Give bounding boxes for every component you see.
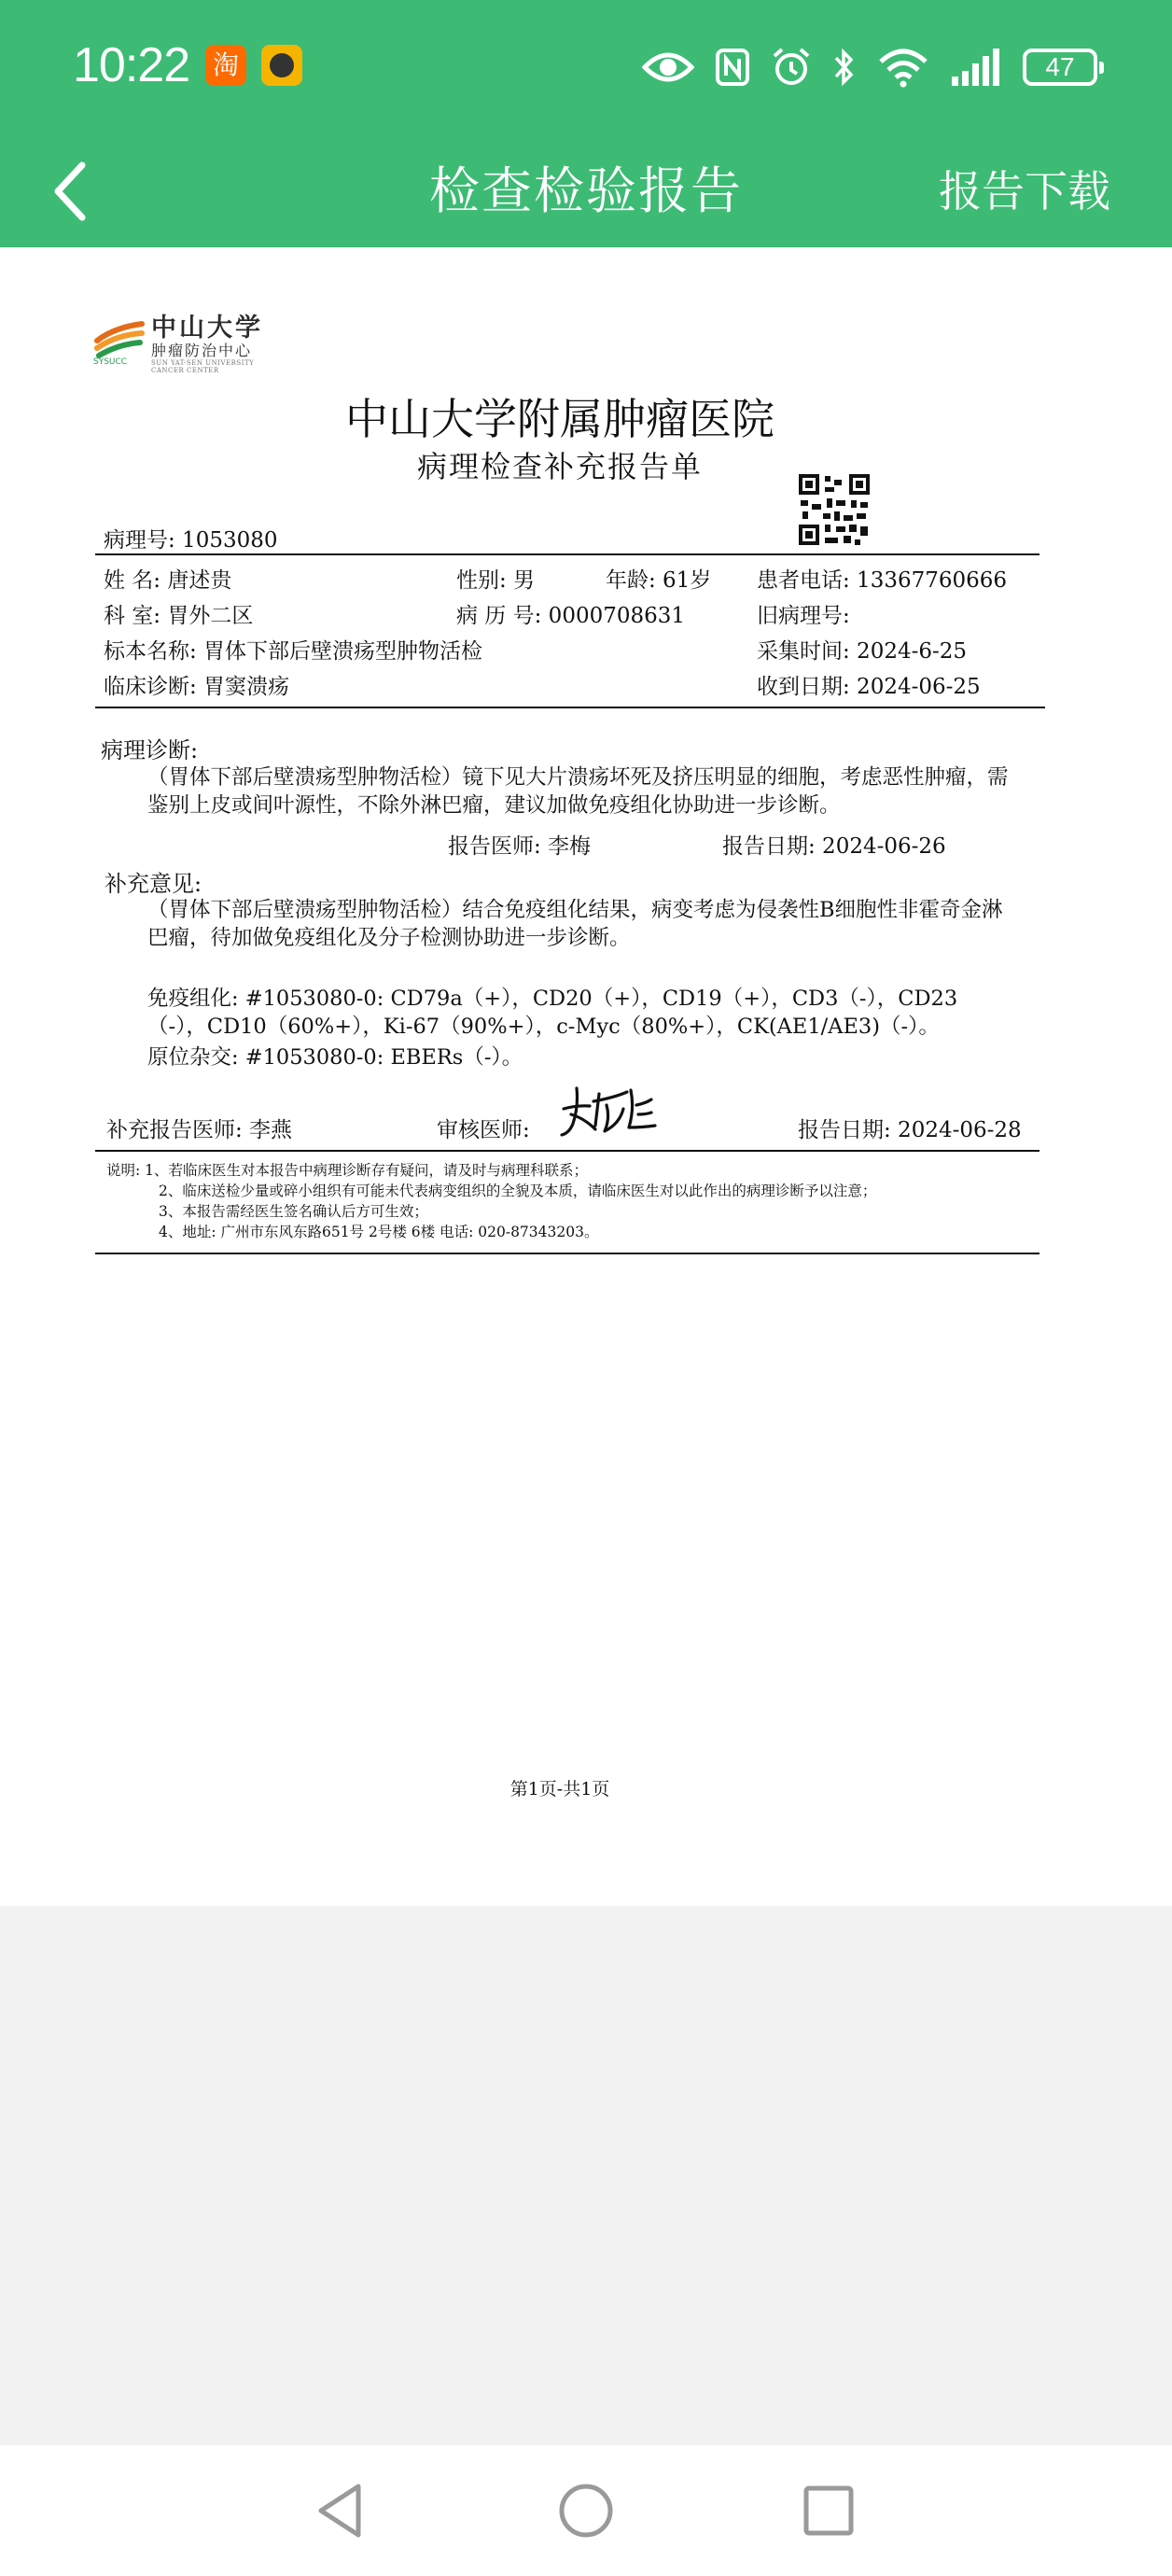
divider — [95, 1253, 1039, 1254]
system-navigation-bar — [0, 2445, 1172, 2576]
status-icons — [642, 43, 1097, 91]
patient-phone: 患者电话: 13367760666 — [757, 568, 1008, 593]
collect-time: 采集时间: 2024-6-25 — [757, 639, 968, 664]
bluetooth-icon — [832, 47, 857, 88]
pathology-number: 病理号: 1053080 — [104, 528, 278, 553]
app-header — [0, 0, 1172, 247]
supplement-text: （胃体下部后壁溃疡型肿物活检）结合免疫组化结果，病变考虑为侵袭性B细胞性非霍奇金淋巴瘤，待加做免疫组化及分子检测协助进一步诊断。 — [147, 898, 1003, 950]
department: 科 室: 胃外二区 — [104, 604, 254, 628]
divider — [95, 1150, 1039, 1152]
note-line: 2、临床送检少量或碎小组织有可能未代表病变组织的全貌及本质，请临床医生对以此作出的病理诊断予以注意； — [159, 1183, 877, 1199]
download-report-button[interactable]: 报告下载 — [939, 166, 1110, 217]
divider — [95, 553, 1039, 555]
qr-code-icon — [799, 474, 870, 545]
alarm-icon — [771, 47, 812, 88]
battery-icon: 47 — [1023, 49, 1097, 86]
status-time: 10:22 — [73, 38, 190, 92]
patient-name: 姓 名: 唐述贵 — [104, 568, 232, 593]
title-bar — [0, 135, 1172, 247]
logo-abbr: SYSUCC — [93, 357, 128, 365]
note-line: 4、地址: 广州市东风东路651号 2号楼 6楼 电话: 020-87343203。 — [159, 1224, 599, 1240]
recents-square-icon[interactable] — [791, 2473, 866, 2548]
taobao-notification-icon: 淘 — [205, 45, 246, 86]
status-bar — [0, 0, 1172, 135]
report-document — [0, 247, 1172, 1906]
wifi-icon — [877, 47, 929, 88]
divider — [95, 707, 1045, 708]
supplement-label: 补充意见: — [105, 871, 202, 897]
receive-date: 收到日期: 2024-06-25 — [757, 675, 981, 699]
immunohistochemistry-text: 免疫组化: #1053080-0: CD79a（+），CD20（+），CD19（+），CD3（-），CD23（-），CD10（60%+），Ki-67（90%+），c-Myc（80%+），CK(AE1/AE3)（-）。 — [147, 987, 958, 1039]
supplement-doctor: 补充报告医师: 李燕 — [106, 1118, 293, 1142]
logo-mark-icon — [93, 309, 146, 365]
note-line: 说明: 1、若临床医生对本报告中病理诊断存有疑问，请及时与病理科联系； — [106, 1162, 589, 1179]
in-situ-hybridization-text: 原位杂交: #1053080-0: EBERs（-）。 — [147, 1045, 523, 1070]
page-title: 检查检验报告 — [429, 161, 743, 220]
record-number: 病 历 号: 0000708631 — [456, 604, 686, 628]
patient-gender: 性别: 男 — [456, 568, 536, 593]
nfc-icon — [715, 48, 750, 87]
hospital-name: 中山大学附属肿瘤医院 — [345, 394, 774, 444]
app-notification-icon — [261, 45, 302, 86]
report-doctor: 报告医师: 李梅 — [448, 834, 592, 859]
report-date: 报告日期: 2024-06-26 — [722, 834, 946, 859]
old-pathology-number: 旧病理号: — [757, 604, 850, 628]
patient-age: 年龄: 61岁 — [606, 568, 712, 593]
review-doctor-label: 审核医师: — [437, 1118, 530, 1142]
eye-icon — [642, 49, 694, 86]
back-arrow-icon[interactable] — [37, 156, 108, 227]
note-line: 3、本报告需经医生签名确认后方可生效； — [159, 1203, 428, 1220]
logo-subtitle: 肿瘤防治中心 — [151, 342, 253, 359]
hospital-logo — [93, 305, 271, 374]
clinical-diagnosis: 临床诊断: 胃窦溃疡 — [104, 675, 290, 699]
doctor-signature — [558, 1081, 661, 1139]
back-triangle-icon[interactable] — [304, 2473, 379, 2548]
signal-icon — [950, 47, 1002, 88]
home-circle-icon[interactable] — [549, 2473, 623, 2548]
diagnosis-label: 病理诊断: — [101, 737, 199, 763]
page-indicator: 第1页-共1页 — [509, 1779, 610, 1799]
supplement-report-date: 报告日期: 2024-06-28 — [798, 1118, 1022, 1142]
logo-english-name: SUN YAT-SEN UNIVERSITY CANCER CENTER — [151, 359, 255, 374]
report-title: 病理检查补充报告单 — [416, 449, 703, 484]
logo-name: 中山大学 — [151, 314, 263, 343]
specimen-name: 标本名称: 胃体下部后壁溃疡型肿物活检 — [104, 639, 483, 664]
diagnosis-text: （胃体下部后壁溃疡型肿物活检）镜下见大片溃疡坏死及挤压明显的细胞，考虑恶性肿瘤，需鉴别上皮或间叶源性，不除外淋巴瘤，建议加做免疫组化协助进一步诊断。 — [147, 765, 1009, 818]
